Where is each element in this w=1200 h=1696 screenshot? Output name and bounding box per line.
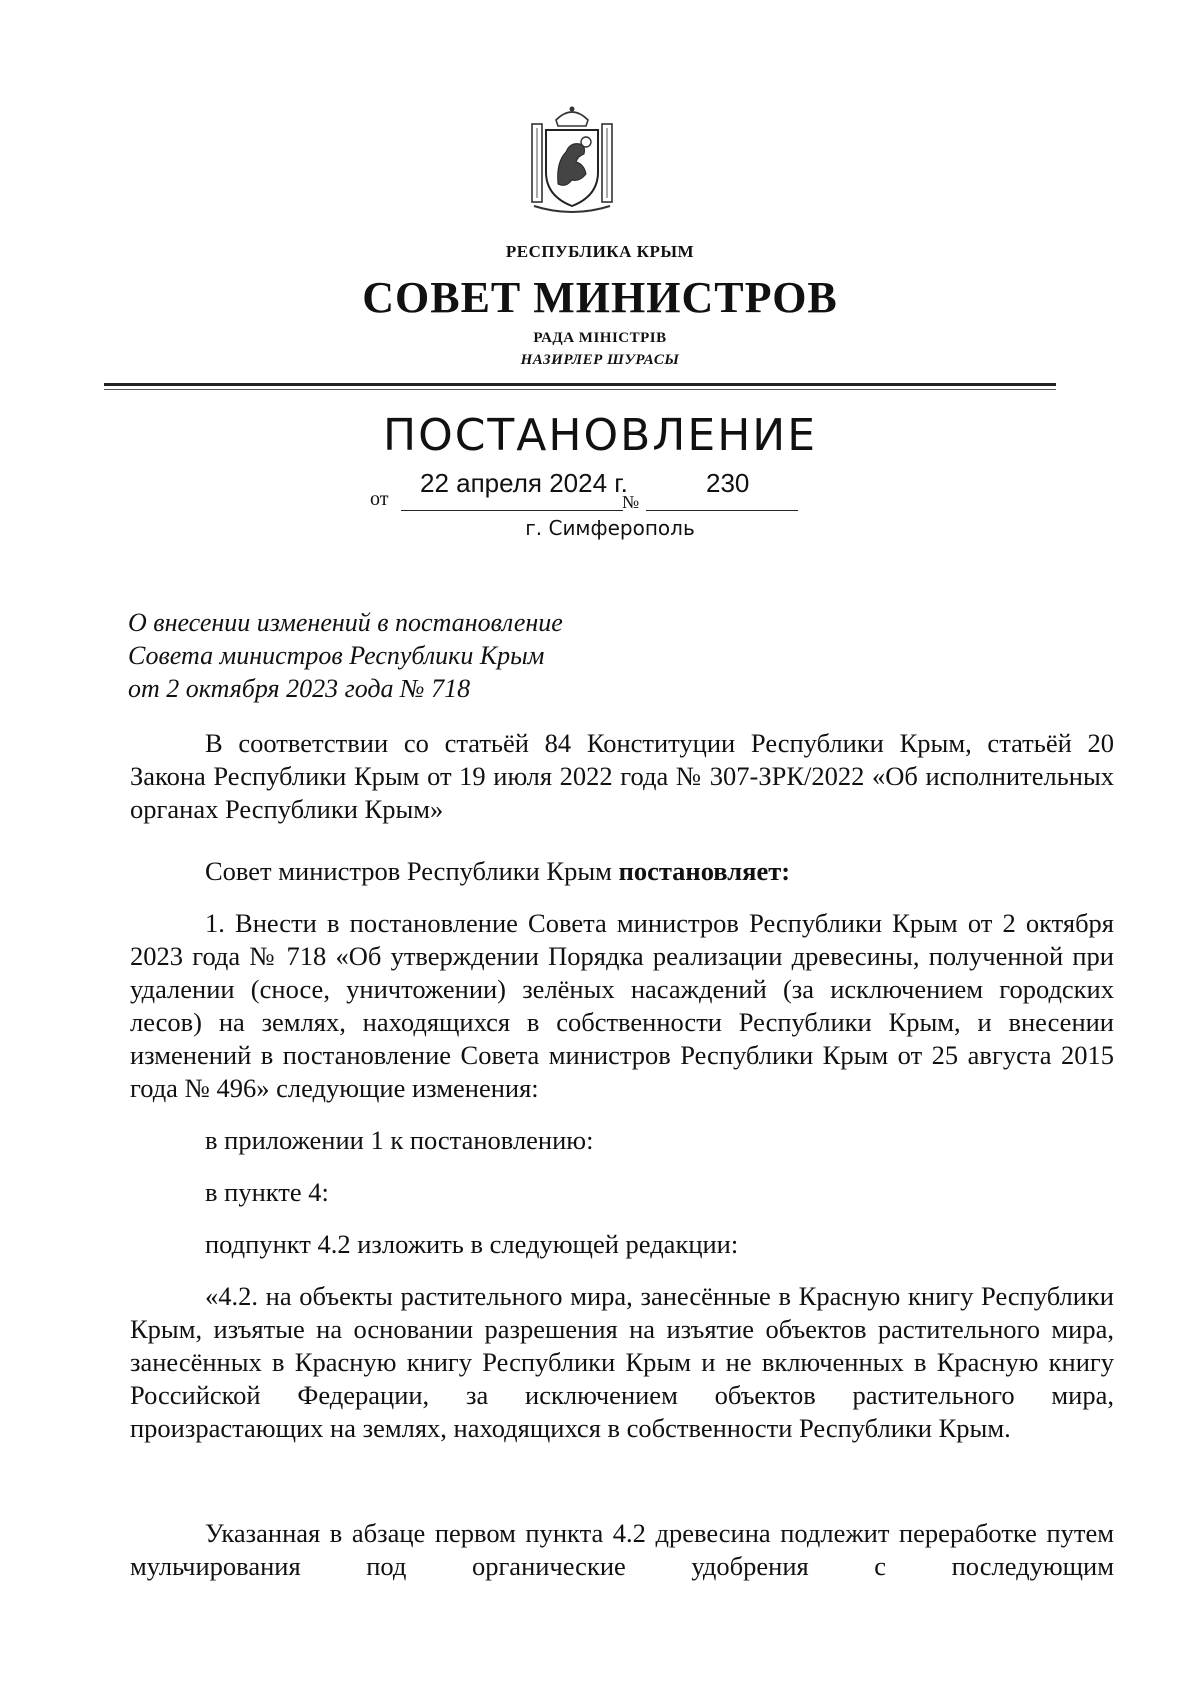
council-name-crimean-tatar: НАЗИРЛЕР ШУРАСЫ	[520, 352, 680, 368]
council-name: СОВЕТ МИНИСТРОВ	[362, 273, 838, 322]
quoted-subpoint-paragraph: «4.2. на объекты растительного мира, занесённые в Красную книгу Республики Крым, изъятые на основании разрешения на изъятие объектов растительного мира, занесённых в Красную книгу Республики Крым и не включенных в Красную книгу Российской Федерации, за исключением объектов растительного мира, произрастающих на землях, находящихся в собственности Республики Крым.	[130, 1281, 1114, 1443]
document-date: 22 апреля 2024 г.	[420, 468, 628, 498]
subject-line: от 2 октября 2023 года № 718	[128, 674, 471, 703]
subject-line: Совета министров Республики Крым	[128, 641, 545, 670]
document-subject	[128, 606, 563, 705]
crimea-coat-of-arms-icon	[526, 102, 618, 216]
appendix-paragraph: в приложении 1 к постановлению:	[205, 1125, 594, 1155]
header-divider	[104, 383, 1056, 386]
preamble-paragraph: В соответствии со статьёй 84 Конституции Республики Крым, статьёй 20 Закона Республики Крым от 19 июля 2022 года № 307-ЗРК/2022 «Об исполнительных органах Республики Крым»	[130, 728, 1114, 824]
indicated-paragraph: Указанная в абзаце первом пункта 4.2 древесина подлежит переработке путем мульчирования под органические удобрения с последующим	[130, 1518, 1114, 1581]
city: г. Симферополь	[525, 516, 695, 540]
subject-line: О внесении изменений в постановление	[128, 608, 563, 637]
republic-name: РЕСПУБЛИКА КРЫМ	[505, 242, 695, 261]
point-paragraph: в пункте 4:	[205, 1177, 329, 1207]
subpoint-paragraph: подпункт 4.2 изложить в следующей редакции:	[205, 1229, 739, 1259]
document-type: ПОСТАНОВЛЕНИЕ	[382, 410, 817, 461]
item-1-paragraph: 1. Внести в постановление Совета министров Республики Крым от 2 октября 2023 года № 718 «Об утверждении Порядка реализации древесины, полученной при удалении (сносе, уничтожении) зелёных насаждений (за исключением городских лесов) на землях, находящихся в собственности Республики Крым, и внесении изменений в постановление Совета министров Республики Крым от 25 августа 2015 года № 496» следующие изменения:	[130, 908, 1114, 1103]
council-name-ukrainian: РАДА МІНІСТРІВ	[533, 330, 667, 346]
resolves-keyword: постановляет:	[618, 856, 791, 886]
number-label: №	[622, 492, 640, 512]
date-prefix: от	[370, 488, 389, 510]
resolves-text: Совет министров Республики Крым	[205, 856, 619, 886]
header-divider-thin	[104, 389, 1056, 390]
number-underline	[646, 510, 798, 511]
date-underline	[401, 510, 623, 511]
document-number: 230	[706, 468, 750, 498]
resolves-paragraph	[205, 855, 1114, 888]
